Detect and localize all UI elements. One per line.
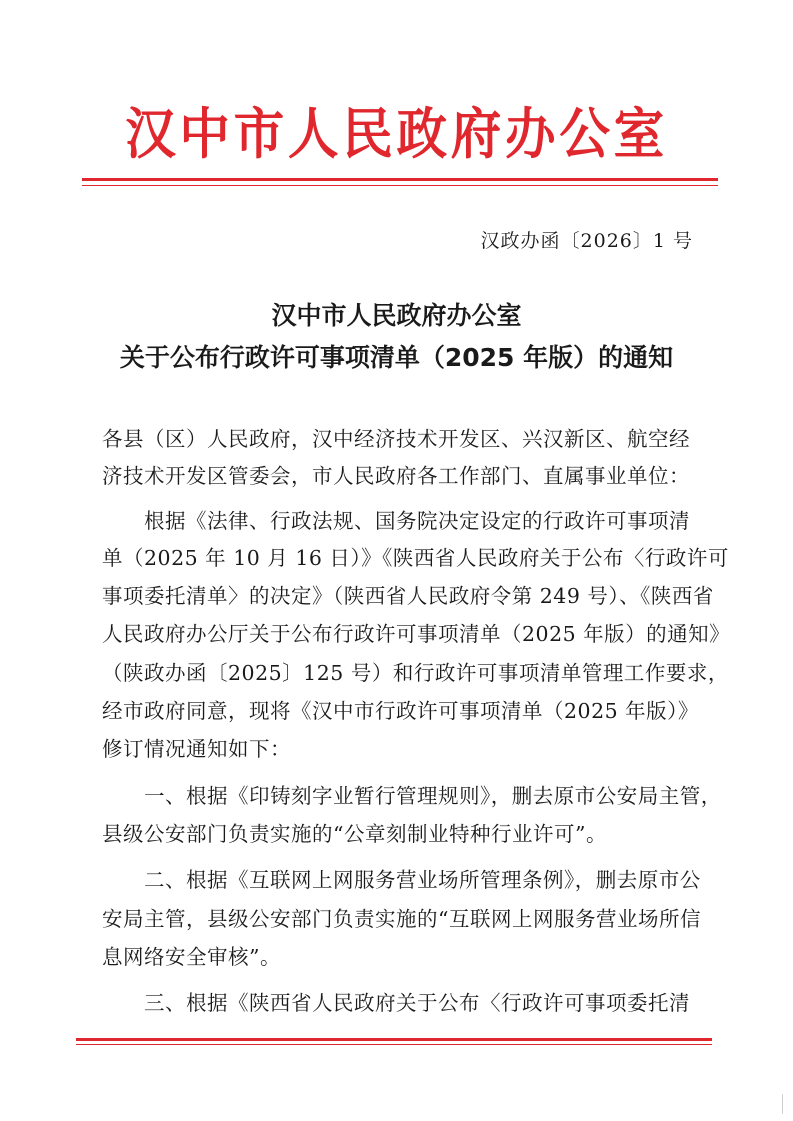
scan-edge-mark	[782, 1094, 783, 1114]
body-line: 单（2025 年 10 月 16 日）》《陕西省人民政府关于公布〈行政许可	[102, 546, 729, 570]
footer-rule-thin	[76, 1044, 712, 1045]
document-title-line-2: 关于公布行政许可事项清单（2025 年版）的通知	[119, 343, 674, 372]
body-line: 三、根据《陕西省人民政府关于公布〈行政许可事项委托清	[144, 991, 690, 1015]
body-line: 一、根据《印铸刻字业暂行管理规则》，删去原市公安局主管，	[144, 784, 722, 808]
body-line: 经市政府同意，现将《汉中市行政许可事项清单（2025 年版）》	[102, 699, 699, 723]
body-line: 各县（区）人民政府，汉中经济技术开发区、兴汉新区、航空经	[102, 427, 690, 451]
footer-rule-thick	[76, 1038, 712, 1041]
body-line: 根据《法律、行政法规、国务院决定设定的行政许可事项清	[144, 509, 690, 533]
document-number: 汉政办函〔2026〕1 号	[480, 230, 693, 252]
body-line: 息网络安全审核”。	[102, 945, 281, 969]
masthead-title: 汉中市人民政府办公室	[125, 101, 668, 166]
body-line: 事项委托清单〉的决定》（陕西省人民政府令第 249 号）、《陕西省	[102, 584, 714, 608]
body-line: （陕政办函〔2025〕125 号）和行政许可事项清单管理工作要求，	[102, 661, 729, 685]
body-line: 人民政府办公厅关于公布行政许可事项清单（2025 年版）的通知》	[102, 622, 731, 646]
masthead-rule-thin	[82, 185, 718, 186]
body-line: 县级公安部门负责实施的“公章刻制业特种行业许可”。	[102, 822, 607, 846]
masthead-rule-thick	[82, 178, 718, 181]
body-line: 修订情况通知如下：	[102, 737, 291, 761]
body-line: 安局主管，县级公安部门负责实施的“互联网上网服务营业场所信	[102, 907, 701, 931]
body-line: 二、根据《互联网上网服务营业场所管理条例》，删去原市公	[144, 868, 701, 892]
document-title-line-1: 汉中市人民政府办公室	[271, 301, 522, 330]
body-line: 济技术开发区管委会，市人民政府各工作部门、直属事业单位：	[102, 464, 690, 488]
